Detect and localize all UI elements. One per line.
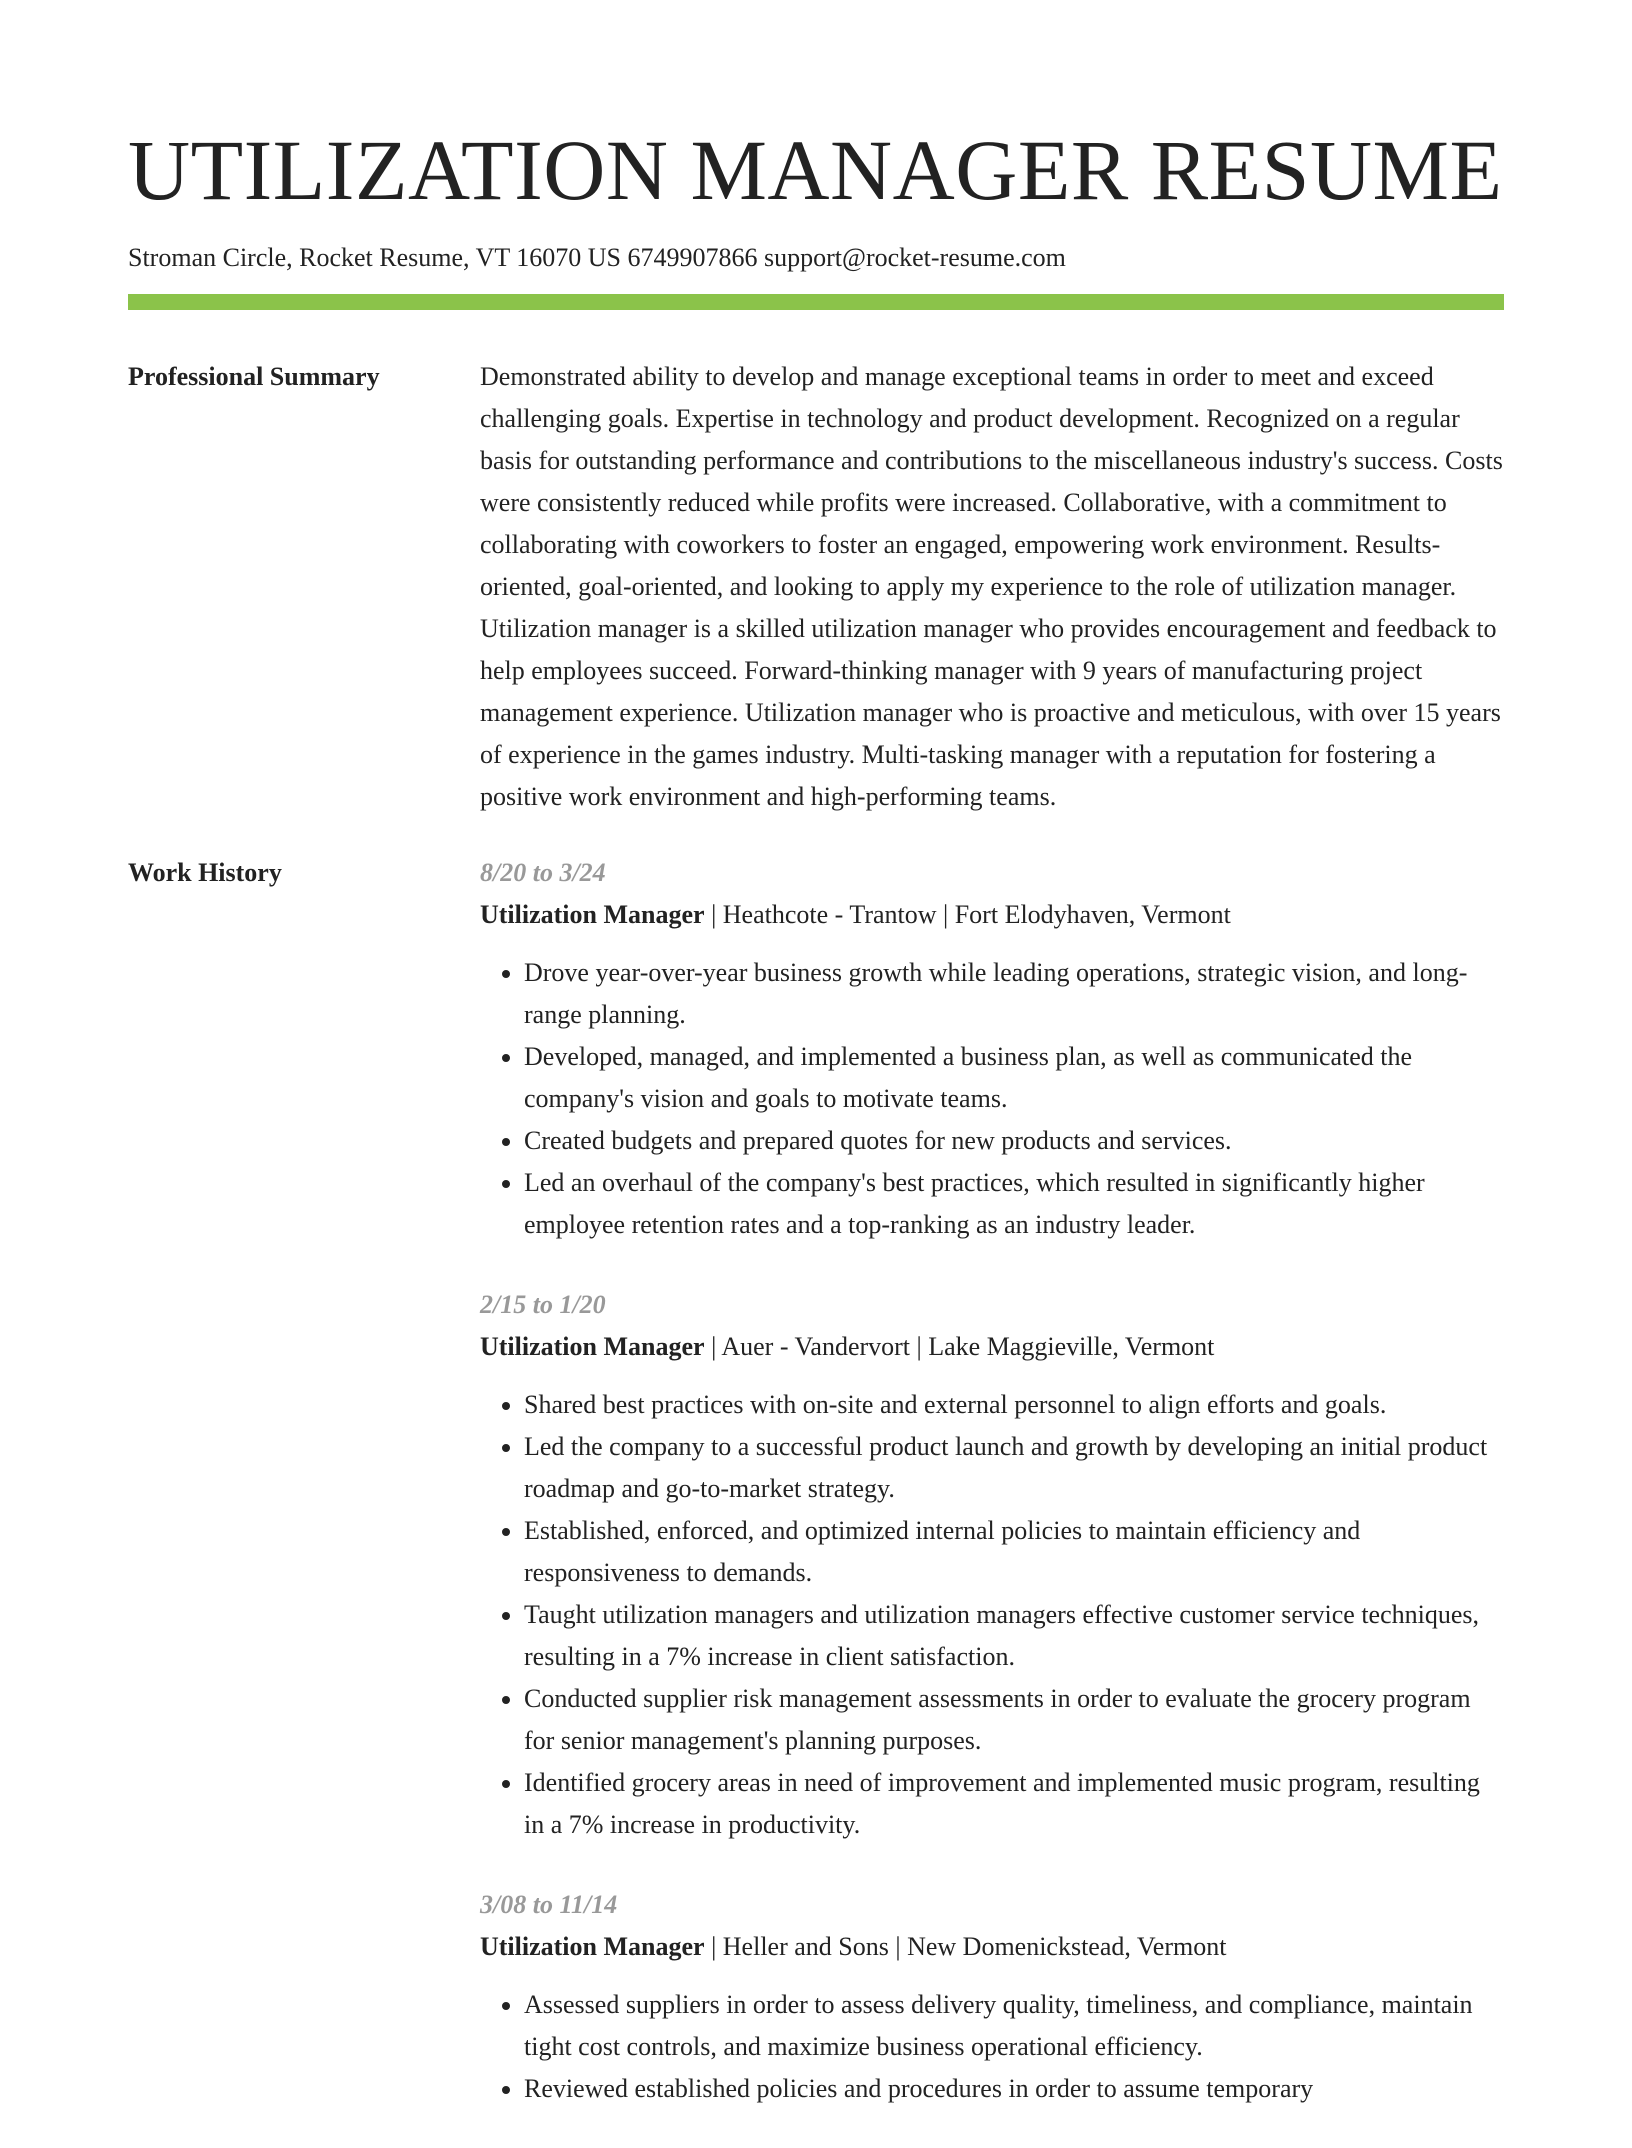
job-title-line — [480, 894, 1504, 936]
job-bullet: • Taught utilization managers and utilization managers effective customer service techniques, resulting in a 7% increase in client satisfaction. — [524, 1594, 1504, 1678]
job-bullets — [480, 952, 1504, 1246]
job-company-location: | Heller and Sons | New Domenickstead, Vermont — [704, 1932, 1227, 1961]
contact-line: Stroman Circle, Rocket Resume, VT 16070 US 6749907866 support@rocket-resume.com — [128, 243, 1066, 272]
job-title-line — [480, 1326, 1504, 1368]
job-dates: 3/08 to 11/14 — [480, 1890, 618, 1919]
job-entry — [480, 852, 1504, 1246]
job-bullet: • Assessed suppliers in order to assess delivery quality, timeliness, and compliance, maintain tight cost controls, and maximize business operational efficiency. — [524, 1984, 1504, 2068]
job-bullet: • Identified grocery areas in need of improvement and implemented music program, resulting in a 7% increase in productivity. — [524, 1762, 1504, 1846]
job-company-location: | Auer - Vandervort | Lake Maggieville, Vermont — [704, 1332, 1215, 1361]
resume-page — [128, 112, 1504, 2148]
job-role: Utilization Manager — [480, 900, 705, 929]
job-entry — [480, 1884, 1504, 2110]
summary-body — [480, 356, 1504, 818]
job-bullet: • Reviewed established policies and procedures in order to assume temporary — [524, 2068, 1504, 2110]
section-heading-summary: Professional Summary — [128, 362, 380, 391]
summary-text: Demonstrated ability to develop and manage exceptional teams in order to meet and exceed challenging goals. Expertise in technology and product development. Recognized on a regular basis for outstanding performance and contributions to the miscellaneous industry's success. Costs were consistently reduced while profits were increased. Collaborative, with a commitment to collaborating with coworkers to foster an engaged, empowering work environment. Results-oriented, goal-oriented, and looking to apply my experience to the role of utilization manager. Utilization manager is a skilled utilization manager who provides encouragement and feedback to help employees succeed. Forward-thinking manager with 9 years of manufacturing project management experience. Utilization manager who is proactive and meticulous, with over 15 years of experience in the games industry. Multi-tasking manager with a reputation for fostering a positive work environment and high-performing teams. — [480, 362, 1503, 811]
job-title-line — [480, 1926, 1504, 1968]
job-bullets — [480, 1384, 1504, 1846]
job-entry — [480, 1284, 1504, 1846]
section-heading-work: Work History — [128, 858, 282, 887]
job-bullet: • Shared best practices with on-site and external personnel to align efforts and goals. — [524, 1384, 1504, 1426]
work-history-body — [480, 852, 1504, 2148]
job-company-location: | Heathcote - Trantow | Fort Elodyhaven, Vermont — [704, 900, 1231, 929]
job-bullet: • Created budgets and prepared quotes for new products and services. — [524, 1120, 1504, 1162]
header-divider — [128, 294, 1504, 310]
job-bullet: • Established, enforced, and optimized internal policies to maintain efficiency and responsiveness to demands. — [524, 1510, 1504, 1594]
professional-summary-section — [128, 356, 1504, 818]
job-bullets — [480, 1984, 1504, 2110]
job-bullet: • Led an overhaul of the company's best practices, which resulted in significantly higher employee retention rates and a top-ranking as an industry leader. — [524, 1162, 1504, 1246]
job-bullet: • Conducted supplier risk management assessments in order to evaluate the grocery program for senior management's planning purposes. — [524, 1678, 1504, 1762]
job-dates: 8/20 to 3/24 — [480, 858, 606, 887]
job-bullet: • Developed, managed, and implemented a business plan, as well as communicated the company's vision and goals to motivate teams. — [524, 1036, 1504, 1120]
resume-title: UTILIZATION MANAGER RESUME — [128, 122, 1503, 218]
job-dates: 2/15 to 1/20 — [480, 1290, 606, 1319]
job-role: Utilization Manager — [480, 1932, 705, 1961]
job-bullet: • Led the company to a successful product launch and growth by developing an initial product roadmap and go-to-market strategy. — [524, 1426, 1504, 1510]
job-bullet: • Drove year-over-year business growth while leading operations, strategic vision, and long-range planning. — [524, 952, 1504, 1036]
job-role: Utilization Manager — [480, 1332, 705, 1361]
work-history-section — [128, 852, 1504, 2148]
